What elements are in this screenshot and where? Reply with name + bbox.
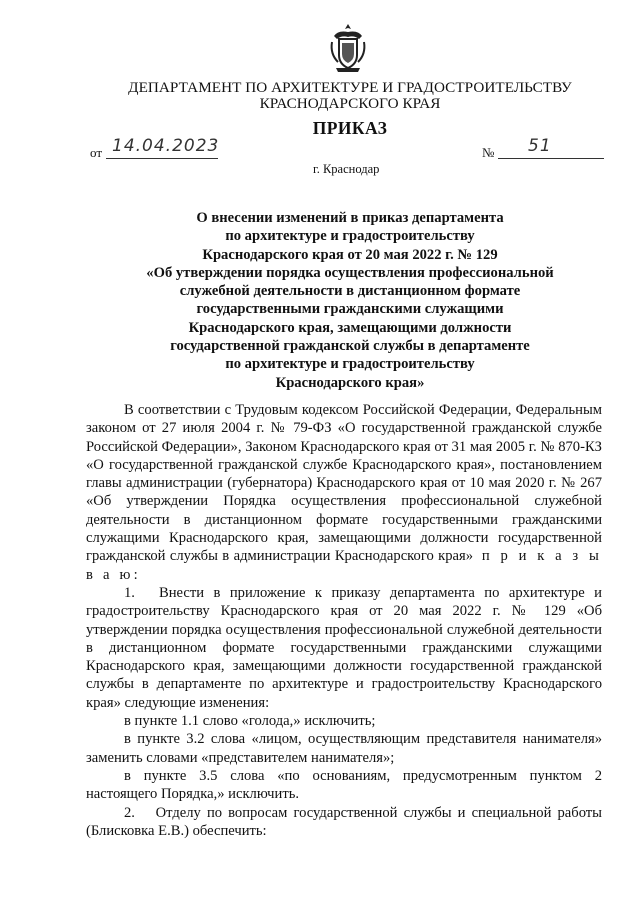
item-1-sub-3: в пункте 3.5 слова «по основаниям, предусмотренным пунктом 2 настоящего Порядка,» исключить. [86,767,602,803]
item-1-sub-2: в пункте 3.2 слова «лицом, осуществляющим представителя нанимателя» заменить словами «представителем нанимателя»; [86,731,602,766]
document-type-title: ПРИКАЗ [312,118,388,138]
department-name-line2: КРАСНОДАРСКОГО КРАЯ [259,95,441,112]
order-date: 14.04.2023 [112,136,220,156]
department-name-line1: ДЕПАРТАМЕНТ ПО АРХИТЕКТУРЕ И ГРАДОСТРОИТЕЛЬСТВУ [128,79,572,96]
date-underline [106,158,218,159]
city-label: г. Краснодар [313,162,380,176]
number-prefix: № [482,145,495,160]
intro-text: В соответствии с Трудовым кодексом Российской Федерации, Федеральным законом от 27 июля 2004 г. № 79-ФЗ «О государственной гражданской службе Российской Федерации», Законом Краснодарского края от 31 мая 2005 г. № 870-КЗ «О государственной гражданской службе Краснодарского края», постановлением главы администрации (губернатора) Краснодарского края от 10 мая 2020 г. № 267 «Об утверждении Порядка осуществления профессиональной служебной деятельности в дистанционном формате государственными гражданскими служащими Краснодарского края, замещающими должности государственной гражданской службы в администрации Краснодарского края» [86,402,602,565]
subject-line: служебной деятельности в дистанционном формате [179,283,521,300]
subject-line: государственными гражданскими служащими [196,301,504,318]
order-body [86,401,602,840]
item-2-paragraph: 2. Отделу по вопросам государственной службы и специальной работы (Блисковка Е.В.) обеспечить: [86,804,602,839]
subject-line: «Об утверждении порядка осуществления профессиональной [146,264,554,281]
order-number: 51 [528,136,552,156]
subject-line: Краснодарского края от 20 мая 2022 г. № 129 [202,246,498,263]
subject-line: по архитектуре и градостроительству [225,228,475,245]
subject-line: Краснодарского края» [275,374,425,391]
subject-line: государственной гражданской службы в департаменте [170,338,530,355]
order-subject [60,209,639,392]
date-prefix: от [90,145,103,160]
subject-line: по архитектуре и градостроительству [225,356,475,373]
coat-of-arms-icon [328,22,368,74]
item-1-sub-1: в пункте 1.1 слово «голода,» исключить; [124,713,376,730]
item-1-paragraph: 1. Внести в приложение к приказу департамента по архитектуре и градостроительству Краснодарского края от 20 мая 2022 г. № 129 «Об утверждении порядка осуществления профессиональной служебной деятельности в дистанционном формате государственными гражданскими служащими Краснодарского края, замещающими должности государственной гражданской службы в департаменте по архитектуре и градостроительству Краснодарского края» следующие изменения: [86,584,602,711]
order-word: п р и к а з ы в а ю: [86,548,602,583]
subject-line: Краснодарского края, замещающими должности [188,319,512,336]
subject-line: О внесении изменений в приказ департамента [196,210,504,226]
number-underline [498,158,604,159]
intro-paragraph [86,401,602,584]
